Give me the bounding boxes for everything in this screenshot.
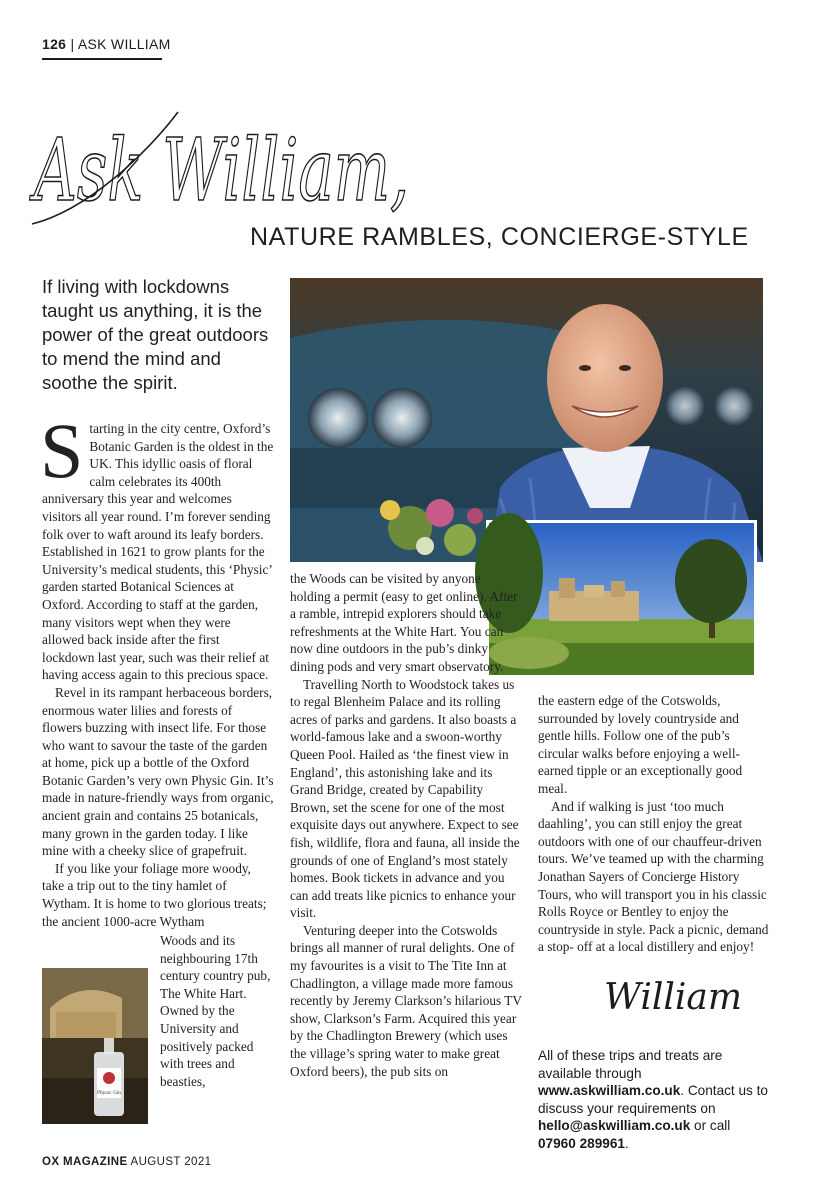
signature <box>598 965 748 1025</box>
contact-text: All of these trips and treats are available through <box>538 1048 723 1081</box>
page-number: 126 <box>42 36 67 52</box>
paragraph-text: tarting in the city centre, Oxford’s Botanic Garden is the oldest in the UK. This idyllic oasis of floral calm celebrates its 400th anniversary this year and welcomes visitors all year round. I’m forever sending folk over to waft around its leafy borders. Established in 1621 to grow plants for the University’s medical students, this ‘Physic’ garden started Botanical Sciences at Oxford. According to staff at the garden, many visitors wept when they were allowed back inside after the first lockdown last year, such was their relief at having access again to this precious space. <box>42 421 274 683</box>
paragraph: Travelling North to Woodstock takes us to regal Blenheim Palace and its rolling acres of parks and gardens. It also boasts a world-famous lake and a swoon-worthy Queen Pool. Hailed as ‘the finest view in England’, this astonishing lake and its Grand Bridge, created by Capability Brown, set the scene for one of the most exquisite days out anywhere. Expect to see fish, wildlife, flora and fauna, all inside the grounds of one of England’s most stately homes. Book tickets in advance and you can add treats like picnics to enhance your visit. <box>290 676 520 921</box>
signature-text: William <box>604 977 742 1018</box>
page-folio <box>42 36 171 52</box>
contact-text: or call <box>690 1118 731 1134</box>
contact-text: . <box>624 1135 629 1151</box>
phone-number[interactable]: 07960 289961 <box>538 1135 625 1151</box>
paragraph: If you like your foliage more woody, take a trip out to the tiny hamlet of Wytham. It is home to two glorious treats; the ancient 1000-acre Wytham <box>42 860 267 929</box>
paragraph: the Woods can be visited by anyone holding a permit (easy to get online). After a ramble, intrepid explorers should take refreshments at the White Hart. You can now dine outdoors in the pub’s dinky dining pods and very smart observatory. <box>290 571 518 674</box>
paragraph <box>40 407 274 684</box>
email-link[interactable]: hello@askwilliam.co.uk <box>538 1118 691 1134</box>
masthead-title-text: Ask William, <box>29 121 410 221</box>
paragraph: Venturing deeper into the Cotswolds brings all manner of rural delights. One of my favourites is a visit to The Tite Inn at Chadlington, a village made more famous recently by Jeremy Clarkson’s hilarious TV show, Clarkson’s Farm. Acquired this year by the Chadlington Brewery (which uses the village’s spring water to make great Oxford beers), the pub sits on <box>290 922 522 1079</box>
paragraph: the eastern edge of the Cotswolds, surrounded by lovely countryside and gentle hills. Follow one of the pub’s circular walks before enjoying a well-earned tipple or an exceptionally good meal. <box>538 693 743 796</box>
gin-label: Physic Gin <box>96 1091 122 1096</box>
article-column-3 <box>538 692 770 956</box>
article-column-1 <box>40 407 274 930</box>
drop-cap: S <box>40 407 84 494</box>
masthead-title <box>28 92 428 242</box>
folio-rule <box>42 58 162 60</box>
website-link[interactable]: www.askwilliam.co.uk <box>538 1083 681 1099</box>
car-headlight-icon <box>308 388 368 448</box>
paragraph: Revel in its rampant herbaceous borders, enormous water lilies and forests of flowers buzzing with insect life. For those who want to savour the taste of the garden at home, pick up a bottle of the Oxford Botanic Garden’s very own Physic Gin. It’s made in nature-friendly ways from organic, ancient grain and contains 25 botanicals, many grown in the garden today. I like mine with a cheeky slice of grapefruit. <box>42 684 274 859</box>
section-name: ASK WILLIAM <box>77 36 171 52</box>
paragraph: And if walking is just ‘too much daahling’, you can still enjoy the great outdoors with one of our chauffeur-driven tours. We’ve teamed up with the charming Jonathan Sayers of Concierge History Tours, who will transport you in his classic Rolls Royce or Bentley to enjoy the countryside in style. Pack a picnic, demand a stop- off at a local distillery and enjoy! <box>538 798 769 955</box>
car-headlight-icon <box>372 388 432 448</box>
issue-date: AUGUST 2021 <box>130 1156 212 1168</box>
paragraph-wrap: Woods and its neighbouring 17th century country pub, The White Hart. Owned by the University and positively packed with trees and beasties, <box>160 933 271 1089</box>
article-subtitle: NATURE RAMBLES, CONCIERGE-STYLE <box>250 223 749 251</box>
intro-standfirst: If living with lockdowns taught us anything, it is the power of the great outdoors to mend the mind and soothe the spirit. <box>42 276 269 393</box>
photo-blenheim-palace <box>486 520 757 678</box>
contact-text: . Contact us to discuss your requirements on <box>538 1083 768 1116</box>
photo-physic-gin <box>42 968 148 1124</box>
magazine-name: OX MAGAZINE <box>42 1156 128 1168</box>
article-column-2 <box>290 570 522 1080</box>
folio-separator: | <box>70 36 75 52</box>
page-footer <box>42 1156 211 1168</box>
contact-info <box>538 1047 768 1153</box>
